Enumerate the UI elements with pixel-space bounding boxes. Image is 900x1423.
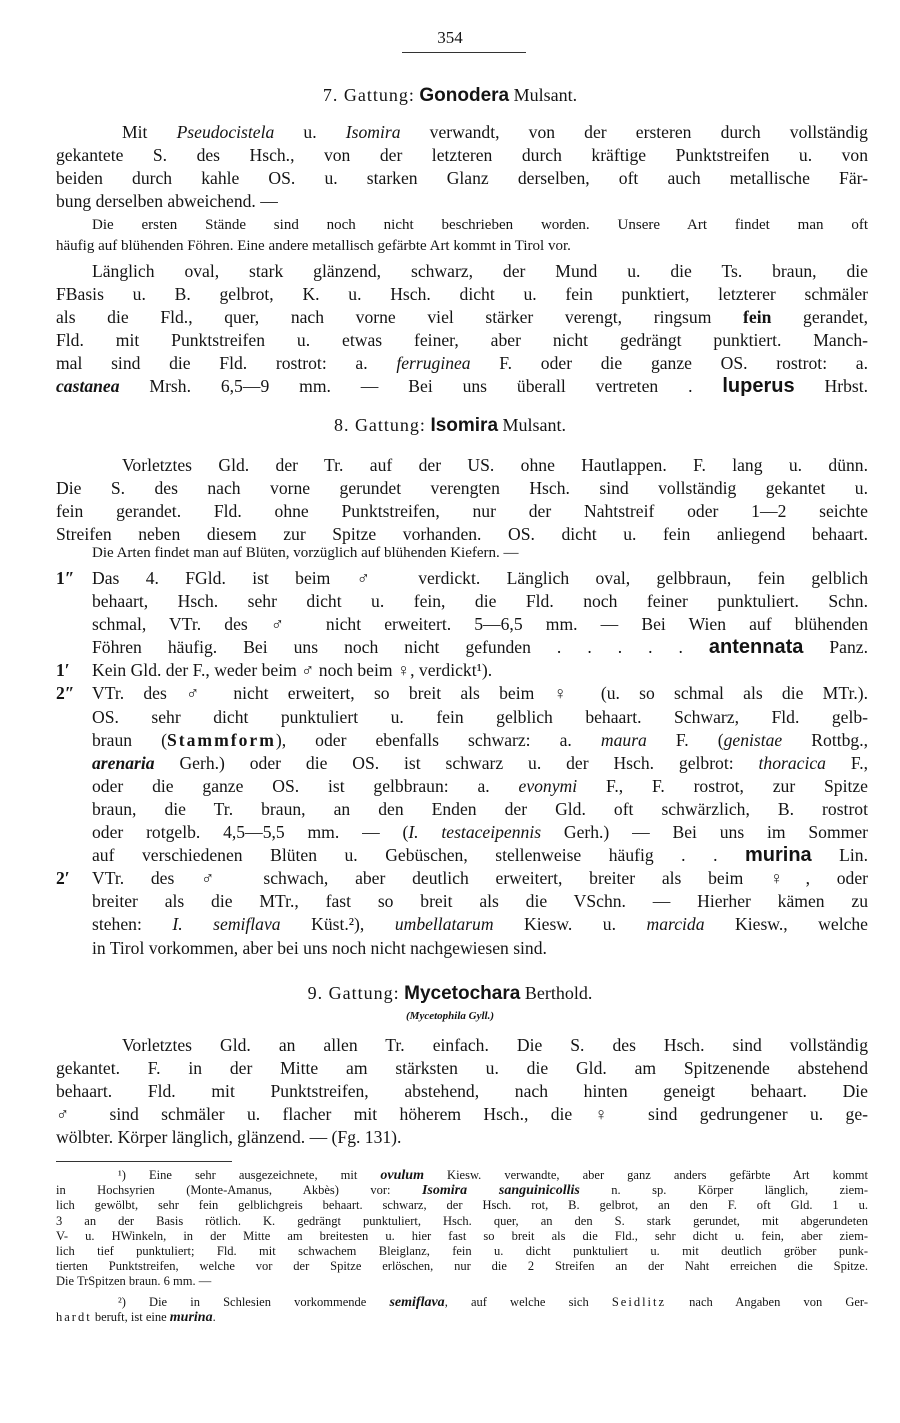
- text-line: stehen: I. semiflava Küst.²), umbellatarum Kiesw. u. marcida Kiesw., welche: [92, 914, 868, 935]
- text-line: in Tirol vorkommen, aber bei uns noch nicht nachgewiesen sind.: [92, 937, 547, 958]
- text-line: 2″ VTr. des ♂ nicht erweitert, so breit als beim ♀ (u. so schmal als die MTr.).: [92, 682, 868, 705]
- genus-7-intro: [56, 121, 868, 213]
- text-line: braun (Stammform), oder ebenfalls schwarz: a. maura F. (genistae Rottbg.,: [92, 729, 868, 750]
- text-line: Vorletztes Gld. der Tr. auf der US. ohne Hautlappen. F. lang u. dünn.: [122, 455, 868, 475]
- note-line: Die ersten Stände sind noch nicht beschrieben worden. Unsere Art findet man oft: [92, 217, 868, 233]
- text-line: 1′ Kein Gld. der F., weder beim ♂ noch beim ♀, verdickt¹).: [92, 659, 868, 682]
- text-line: als die Fld., quer, nach vorne viel stärker verengt, ringsum fein gerandet,: [56, 307, 868, 328]
- key-marker: 1″: [56, 568, 75, 588]
- text-line: Mit Pseudocistela u. Isomira verwandt, von der ersteren durch vollständig: [122, 122, 868, 142]
- genus-7-name: Gonodera: [419, 85, 510, 106]
- footnote-2: [56, 1295, 868, 1325]
- species-luperus: luperus: [722, 375, 795, 398]
- text-line: ♂ sind schmäler u. flacher mit höherem Hsch., die ♀ sind gedrungener u. ge-: [56, 1104, 868, 1125]
- text-line: Die S. des nach vorne gerundet verengten Hsch. sind vollständig gekantet u.: [56, 478, 868, 499]
- text-line: mal sind die Fld. rostrot: a. ferruginea F. oder die ganze OS. rostrot: a.: [56, 353, 868, 374]
- key-marker: 2′: [56, 868, 70, 889]
- text-line: auf verschiedenen Blüten u. Gebüschen, stellenweise häufig . . murina Lin.: [92, 844, 869, 867]
- genus-9-author: Berthold.: [524, 983, 593, 1003]
- page-number-rule: [402, 52, 526, 53]
- text-line: Streifen neben diesem zur Spitze vorhanden. OS. dicht u. fein anliegend behaart.: [56, 524, 868, 545]
- footnote-line: lich tief punktuliert; Fld. mit schwachem Bleiglanz, fein u. dicht punktuliert u. mit deutlich gröber punk-: [56, 1244, 868, 1259]
- genus-7-author: Mulsant.: [513, 85, 578, 105]
- text-line: braun, die Tr. braun, an den Enden der Gld. oft schwärzlich, B. rostrot: [92, 798, 868, 819]
- text-line: behaart. Fld. mit Punktstreifen, abstehend, nach hinten geneigt behaart. Die: [56, 1081, 868, 1102]
- footnote-line: Die TrSpitzen braun. 6 mm. —: [56, 1274, 212, 1289]
- genus-8-intro: [56, 454, 868, 546]
- footnote-rule: [56, 1161, 232, 1162]
- footnote-line: hardt beruft, ist eine murina.: [56, 1310, 216, 1326]
- text-line: beiden durch kahle OS. u. starken Glanz derselben, oft auch metallische Fär-: [56, 168, 868, 189]
- footnote-1: [56, 1168, 868, 1290]
- key-couplet-1pp: [56, 567, 868, 659]
- text-line: gekantet. F. in der Mitte am stärksten u. die Gld. am Spitzenende abstehend: [56, 1058, 868, 1079]
- text-line: oder rotgelb. 4,5—5,5 mm. — (I. testaceipennis Gerh.) — Bei uns im Sommer: [92, 822, 868, 843]
- key-couplet-2p: [56, 867, 868, 959]
- text-line: Länglich oval, stark glänzend, schwarz, der Mund u. die Ts. braun, die: [92, 261, 868, 281]
- note-line: häufig auf blühenden Föhren. Eine andere metallisch gefärbte Art kommt in Tirol vor.: [56, 237, 571, 254]
- key-couplet-1p: [56, 659, 868, 682]
- footnote-line: ²) Die in Schlesien vorkommende semiflava, auf welche sich Seidlitz nach Angaben von Ger-: [118, 1295, 869, 1310]
- genus-8-prefix: 8. Gattung:: [333, 415, 426, 435]
- footnote-line: 3 an der Basis rötlich. K. gedrängt punktuliert, Hsch. quer, an den S. stark gerundet, mit abgerundeten: [56, 1213, 868, 1228]
- footnote-line: in Hochsyrien (Monte-Amanus, Akbès) vor: Isomira sanguinicollis n. sp. Körper länglich, ziem-: [56, 1183, 869, 1199]
- genus-8-heading: [0, 414, 900, 437]
- genus-8-author: Mulsant.: [502, 415, 567, 435]
- footnote-line: V- u. HWinkeln, in der Mitte am breitesten u. hier fast so breit als die Fld., sehr dicht u. fein, aber ziem-: [56, 1228, 868, 1243]
- text-line: gekantete S. des Hsch., von der letzteren durch kräftige Punktstreifen u. von: [56, 145, 868, 166]
- page-number: 354: [437, 28, 463, 47]
- key-marker: 1′: [56, 660, 70, 681]
- text-line: 2′ VTr. des ♂ schwach, aber deutlich erweitert, breiter als beim ♀, oder: [92, 867, 868, 890]
- text-line: 1″ Das 4. FGld. ist beim ♂ verdickt. Länglich oval, gelbbraun, fein gelblich: [92, 567, 868, 590]
- genus-9-name: Mycetochara: [404, 983, 521, 1004]
- genus-9-intro: [56, 1034, 868, 1149]
- key-couplet-2pp: [56, 682, 868, 867]
- species-murina: murina: [744, 844, 812, 867]
- genus-7-description: [56, 260, 868, 399]
- text-line: OS. sehr dicht punktuliert u. fein gelblich behaart. Schwarz, Fld. gelb-: [92, 706, 868, 727]
- footnote-line: tierten Punktstreifen, welche vor der Spitze erlöschen, nur die 2 Streifen an der Naht erreichen die Spitze.: [56, 1259, 868, 1274]
- genus-9-synonym: (Mycetophila Gyll.): [406, 1010, 494, 1022]
- footnote-line: lich gewölbt, sehr fein gelblichgreis behaart. schwarz, der Hsch. rot, B. gelbrot, an den F. oft Gld. 1 u.: [56, 1198, 868, 1213]
- genus-7-prefix: 7. Gattung:: [322, 85, 415, 105]
- text-line: breiter als die MTr., fast so breit als die VSchn. — Hierher kämen zu: [92, 891, 868, 912]
- text-line: Fld. mit Punktstreifen u. etwas feiner, aber nicht gedrängt punktiert. Manch-: [56, 330, 868, 351]
- genus-9-heading: [0, 982, 900, 1005]
- genus-7-notes: [56, 215, 868, 256]
- footnote-line: ¹) Eine sehr ausgezeichnete, mit ovulum Kiesw. verwandte, aber ganz anders gefärbte Art kommt: [118, 1168, 868, 1183]
- text-line: schmal, VTr. des ♂ nicht erweitert. 5—6,5 mm. — Bei Wien auf blühenden: [92, 614, 868, 635]
- genus-9-prefix: 9. Gattung:: [307, 983, 400, 1003]
- text-line: Vorletztes Gld. an allen Tr. einfach. Die S. des Hsch. sind vollständig: [122, 1035, 868, 1055]
- key-marker: 2″: [56, 683, 75, 704]
- genus-7-heading: [0, 84, 900, 107]
- text-line: castanea Mrsh. 6,5—9 mm. — Bei uns überall vertreten . luperus Hrbst.: [56, 375, 868, 398]
- text-line: oder die ganze OS. ist gelbbraun: a. evonymi F., F. rostrot, zur Spitze: [92, 775, 868, 796]
- species-antennata: antennata: [708, 636, 804, 659]
- genus-8-key: [56, 567, 868, 960]
- text-line: fein gerandet. Fld. ohne Punktstreifen, nur der Nahtstreif oder 1—2 seichte: [56, 501, 868, 522]
- text-line: wölbter. Körper länglich, glänzend. — (Fg. 131).: [56, 1127, 402, 1148]
- genus-8-note: [56, 543, 868, 564]
- genus-8-name: Isomira: [430, 415, 499, 436]
- text-line: bung derselben abweichend. —: [56, 191, 278, 212]
- text-line: Föhren häufig. Bei uns noch nicht gefunden . . . . . antennata Panz.: [92, 636, 868, 659]
- note-line: Die Arten findet man auf Blüten, vorzüglich auf blühenden Kiefern. —: [92, 545, 519, 561]
- text-line: FBasis u. B. gelbrot, K. u. Hsch. dicht u. fein punktiert, letzterer schmäler: [56, 284, 868, 305]
- text-line: behaart, Hsch. sehr dicht u. fein, die Fld. noch feiner punktuliert. Schn.: [92, 591, 868, 612]
- text-line: arenaria Gerh.) oder die OS. ist schwarz u. der Hsch. gelbrot: thoracica F.,: [92, 752, 869, 773]
